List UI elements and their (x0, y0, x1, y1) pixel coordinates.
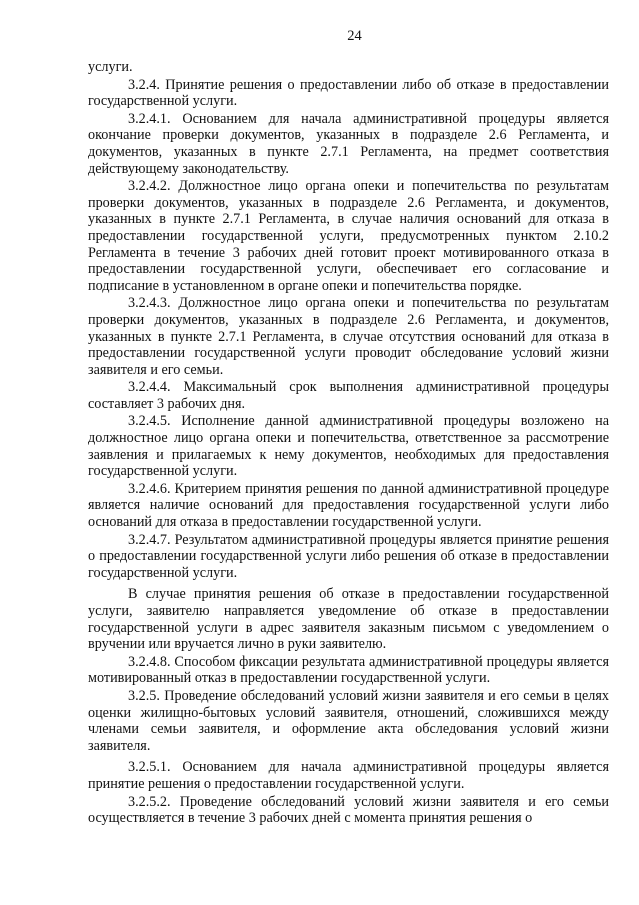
paragraph-continuation: услуги. (88, 59, 133, 75)
paragraph-3-2-5-2: 3.2.5.2. Проведение обследований условий жизни заявителя и его семьи осуществляется в течение 3 рабочих дней с момента принятия решения о (88, 793, 609, 827)
paragraph-3-2-4: 3.2.4. Принятие решения о предоставлении либо об отказе в предоставлении государственной услуги. (88, 76, 609, 110)
page-number: 24 (347, 28, 362, 44)
paragraph-3-2-4-8: 3.2.4.8. Способом фиксации результата административной процедуры является мотивированный отказ в предоставлении государственной услуги. (88, 653, 609, 687)
paragraph-3-2-5-1: 3.2.5.1. Основанием для начала административной процедуры является принятие решения о предоставлении государственной услуги. (88, 759, 609, 792)
paragraph-refusal-notice: В случае принятия решения об отказе в предоставлении государственной услуги, заявителю направляется уведомление об отказе в предоставлении государственной услуги в адрес заявителя заказным письмом с уведомлением о вручении или вручается лично в руки заявителю. (88, 586, 609, 653)
paragraph-3-2-4-5: 3.2.4.5. Исполнение данной административной процедуры возложено на должностное лицо органа опеки и попечительства, ответственное за рассмотрение заявления и прилагаемых к нему документов, необходимых для предоставления государственной услуги. (88, 413, 609, 480)
paragraph-3-2-5: 3.2.5. Проведение обследований условий жизни заявителя и его семьи в целях оценки жилищно-бытовых условий заявителя, отношений, сложившихся между членами семьи заявителя, и оформление акта обследования условий жизни заявителя. (88, 687, 609, 754)
body-text (88, 59, 609, 827)
paragraph-3-2-4-7: 3.2.4.7. Результатом административной процедуры является принятие решения о предоставлении государственной услуги либо решения об отказе в предоставлении государственной услуги. (88, 531, 609, 581)
paragraph-3-2-4-1: 3.2.4.1. Основанием для начала административной процедуры является окончание проверки документов, указанных в подразделе 2.6 Регламента, и документов, указанных в пункте 2.7.1 Регламента, на предмет соответствия действующему законодательству. (88, 110, 609, 177)
paragraph-3-2-4-6: 3.2.4.6. Критерием принятия решения по данной административной процедуре является наличие оснований для предоставления государственной услуги либо оснований для отказа в предоставлении государственной услуги. (88, 480, 609, 531)
paragraph-3-2-4-3: 3.2.4.3. Должностное лицо органа опеки и попечительства по результатам проверки документов, указанных в подразделе 2.6 Регламента, и документов, указанных в пункте 2.7.1 Регламента, в случае отсутствия оснований для отказа в предоставлении государственной услуги проводит обследование условий жизни заявителя и его семьи. (88, 295, 609, 378)
paragraph-3-2-4-4: 3.2.4.4. Максимальный срок выполнения административной процедуры составляет 3 рабочих дня. (88, 379, 609, 412)
paragraph-3-2-4-2: 3.2.4.2. Должностное лицо органа опеки и попечительства по результатам проверки документов, указанных в подразделе 2.6 Регламента, и документов, указанных в пункте 2.7.1 Регламента, в случае наличия оснований для отказа в предоставлении государственной услуги, предусмотренных пунктом 2.10.2 Регламента в течение 3 рабочих дней готовит проект мотивированного отказа в предоставлении государственной услуги, обеспечивает его согласование и подписание в установленном в органе опеки и попечительства порядке. (88, 178, 609, 294)
